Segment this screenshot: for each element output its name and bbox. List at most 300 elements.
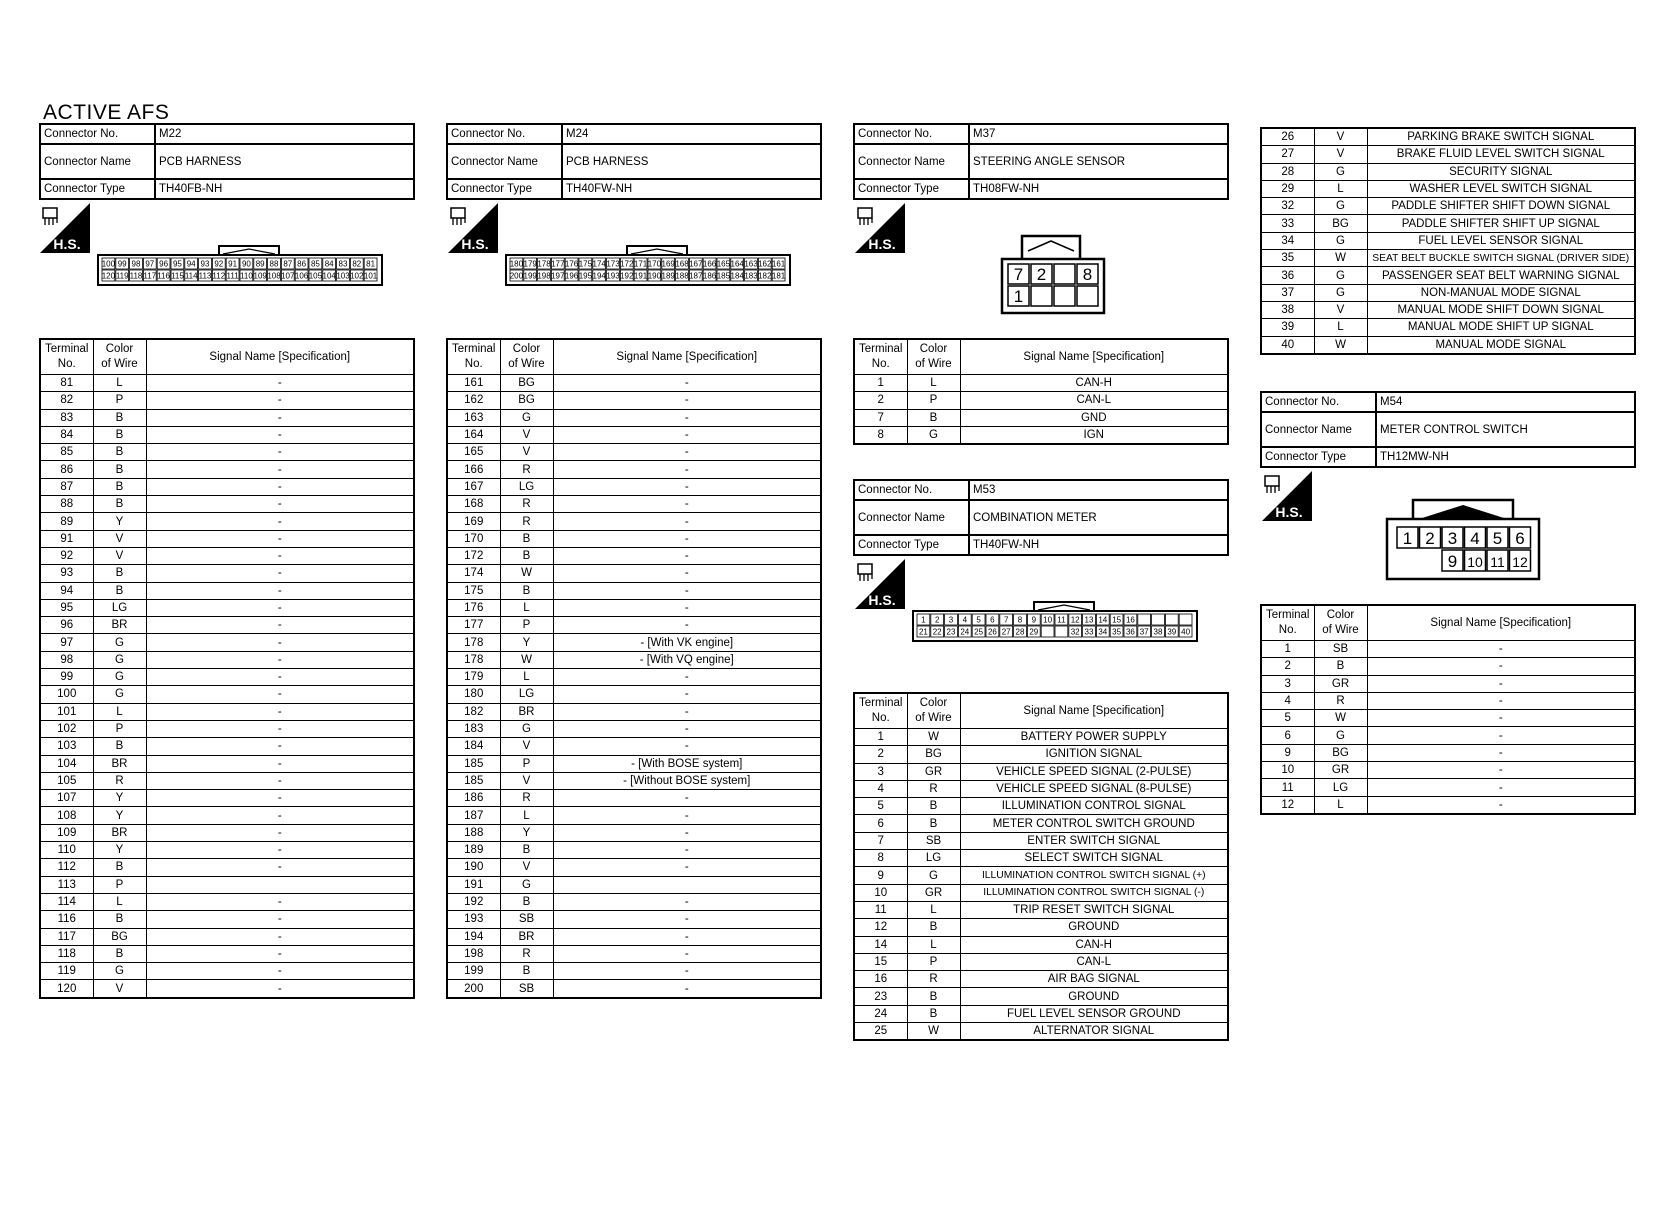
- wire-color-cell: W: [1314, 336, 1367, 354]
- pin-number: 170: [647, 259, 662, 269]
- pin-number: 13: [1084, 615, 1094, 625]
- table-row: [40, 703, 414, 720]
- pin-number: 8: [1017, 615, 1023, 625]
- pin-number: 190: [647, 271, 662, 281]
- signal-name-cell: -: [146, 807, 414, 824]
- wire-color-cell: LG: [500, 686, 553, 703]
- wire-color-cell: R: [500, 513, 553, 530]
- terminal-no-cell: 32: [1261, 198, 1314, 215]
- wire-color-cell: B: [500, 530, 553, 547]
- wire-color-cell: LG: [907, 850, 960, 867]
- table-row: [447, 720, 821, 737]
- pin-number: 95: [172, 259, 182, 269]
- terminal-no-cell: 108: [40, 807, 93, 824]
- wire-color-cell: GR: [1314, 762, 1367, 779]
- pin-number: 83: [338, 259, 348, 269]
- table-row: [447, 530, 821, 547]
- wire-color-cell: G: [93, 634, 146, 651]
- table-row: [40, 807, 414, 824]
- table-row: [40, 478, 414, 495]
- wire-color-cell: G: [907, 867, 960, 884]
- wire-color-cell: P: [500, 755, 553, 772]
- terminal-no-cell: 177: [447, 617, 500, 634]
- pin-number: 103: [336, 271, 350, 281]
- wire-color-cell: R: [500, 790, 553, 807]
- signal-name-cell: -: [553, 513, 821, 530]
- terminal-no-cell: 119: [40, 963, 93, 980]
- wire-color-cell: SB: [907, 832, 960, 849]
- signal-name-cell: - [With VK engine]: [553, 634, 821, 651]
- signal-name-cell: -: [146, 738, 414, 755]
- header-color-of-wire: Color of Wire: [907, 693, 960, 729]
- terminal-no-cell: 117: [40, 928, 93, 945]
- wire-color-cell: GR: [907, 884, 960, 901]
- terminal-no-cell: 97: [40, 634, 93, 651]
- wire-color-cell: B: [500, 893, 553, 910]
- terminal-no-cell: 96: [40, 617, 93, 634]
- wire-color-cell: BG: [500, 392, 553, 409]
- signal-name-cell: -: [146, 980, 414, 998]
- table-row: [40, 530, 414, 547]
- header-terminal-no: Terminal No.: [40, 339, 93, 375]
- signal-name-cell: -: [553, 686, 821, 703]
- table-row: [1261, 796, 1635, 814]
- pin-number: 4: [1470, 529, 1480, 548]
- wire-color-cell: B: [93, 409, 146, 426]
- wire-color-cell: W: [907, 729, 960, 746]
- terminal-no-cell: 185: [447, 772, 500, 789]
- table-row: [447, 876, 821, 893]
- terminal-no-cell: 24: [854, 1005, 907, 1022]
- signal-name-cell: -: [146, 755, 414, 772]
- table-row: [40, 893, 414, 910]
- wire-color-cell: G: [1314, 727, 1367, 744]
- table-row: [40, 547, 414, 564]
- signal-name-cell: - [Without BOSE system]: [553, 772, 821, 789]
- terminal-no-cell: 5: [1261, 710, 1314, 727]
- table-row: [854, 850, 1228, 867]
- table-row: [447, 703, 821, 720]
- table-row: [1261, 727, 1635, 744]
- terminal-no-cell: 11: [1261, 779, 1314, 796]
- connector-m54: [1260, 391, 1636, 468]
- table-row: [40, 392, 414, 409]
- wire-color-cell: LG: [1314, 779, 1367, 796]
- header-color-of-wire: Color of Wire: [93, 339, 146, 375]
- terminal-no-cell: 182: [447, 703, 500, 720]
- wire-color-cell: R: [1314, 692, 1367, 709]
- header-color-of-wire: Color of Wire: [907, 339, 960, 375]
- table-row: [1261, 146, 1635, 163]
- pin-number: 86: [297, 259, 307, 269]
- table-row: [447, 928, 821, 945]
- header-terminal-no: Terminal No.: [447, 339, 500, 375]
- terminal-no-cell: 39: [1261, 319, 1314, 336]
- pin-number: 105: [308, 271, 323, 281]
- pin-number: 171: [633, 259, 648, 269]
- hs-label: H.S.: [868, 236, 896, 252]
- connector-info-table: [853, 479, 1229, 556]
- wire-color-cell: G: [1314, 163, 1367, 180]
- header-terminal-no: Terminal No.: [1261, 605, 1314, 641]
- table-row: [447, 963, 821, 980]
- pin-number: 178: [537, 259, 551, 269]
- table-row: [447, 911, 821, 928]
- signal-name-cell: -: [553, 790, 821, 807]
- signal-name-cell: VEHICLE SPEED SIGNAL (8-PULSE): [960, 780, 1228, 797]
- signal-name-cell: -: [146, 426, 414, 443]
- terminal-no-cell: 23: [854, 988, 907, 1005]
- hs-label: H.S.: [461, 236, 489, 252]
- label-connector-no: Connector No.: [854, 480, 969, 500]
- signal-name-cell: NON-MANUAL MODE SIGNAL: [1367, 284, 1635, 301]
- table-row: [40, 375, 414, 392]
- terminal-no-cell: 105: [40, 772, 93, 789]
- table-row: [447, 634, 821, 651]
- pin-number: 7: [1013, 265, 1024, 284]
- terminal-no-cell: 166: [447, 461, 500, 478]
- hs-badge-graphic: [448, 203, 498, 253]
- pin-number: 9: [1031, 615, 1037, 625]
- terminal-no-cell: 190: [447, 859, 500, 876]
- wire-color-cell: B: [1314, 658, 1367, 675]
- table-row: [447, 496, 821, 513]
- signal-name-cell: -: [1367, 762, 1635, 779]
- connector-latch-arrow: [1028, 241, 1074, 251]
- pin-number: 98: [131, 259, 141, 269]
- table-row: [1261, 232, 1635, 249]
- wire-color-cell: L: [93, 893, 146, 910]
- pin-number: 101: [363, 271, 378, 281]
- pin-number: 40: [1181, 627, 1191, 637]
- wire-color-cell: B: [907, 988, 960, 1005]
- connector-no-value: M37: [969, 124, 1228, 144]
- table-row: [447, 599, 821, 616]
- terminal-no-cell: 165: [447, 444, 500, 461]
- table-row: [1261, 198, 1635, 215]
- pin-number: 163: [744, 259, 758, 269]
- signal-name-cell: CAN-H: [960, 936, 1228, 953]
- connector-m37: [853, 123, 1229, 200]
- connector-no-value: M22: [155, 124, 414, 144]
- signal-name-cell: MANUAL MODE SHIFT DOWN SIGNAL: [1367, 301, 1635, 318]
- terminal-no-cell: 12: [854, 919, 907, 936]
- signal-name-cell: ILLUMINATION CONTROL SIGNAL: [960, 798, 1228, 815]
- signal-name-cell: -: [1367, 796, 1635, 814]
- signal-name-cell: -: [146, 375, 414, 392]
- terminal-no-cell: 34: [1261, 232, 1314, 249]
- connector-m24: [446, 123, 822, 200]
- pin-number: 200: [509, 271, 524, 281]
- terminal-no-cell: 1: [1261, 641, 1314, 658]
- signal-name-cell: -: [1367, 658, 1635, 675]
- pin-number: 36: [1125, 627, 1135, 637]
- wire-color-cell: Y: [500, 824, 553, 841]
- wire-color-cell: L: [1314, 319, 1367, 336]
- table-row: [40, 496, 414, 513]
- signal-name-cell: ENTER SWITCH SIGNAL: [960, 832, 1228, 849]
- wire-color-cell: G: [500, 720, 553, 737]
- table-row: [1261, 180, 1635, 197]
- wire-color-cell: L: [500, 669, 553, 686]
- connector-face-graphic: [1000, 233, 1106, 315]
- table-row: [854, 815, 1228, 832]
- wire-color-cell: BR: [93, 617, 146, 634]
- signal-name-cell: - [With BOSE system]: [553, 755, 821, 772]
- hs-hand-icon: [43, 208, 57, 218]
- pin-number: 114: [184, 271, 198, 281]
- pin-number: 14: [1098, 615, 1108, 625]
- wire-color-cell: V: [500, 772, 553, 789]
- signal-name-cell: -: [553, 392, 821, 409]
- pin-number: 12: [1512, 554, 1528, 570]
- pin-number: 10: [1043, 615, 1053, 625]
- signal-name-cell: BRAKE FLUID LEVEL SWITCH SIGNAL: [1367, 146, 1635, 163]
- terminal-no-cell: 81: [40, 375, 93, 392]
- pin-number: 186: [702, 271, 717, 281]
- table-header: [1261, 605, 1635, 641]
- terminal-no-cell: 8: [854, 426, 907, 444]
- table-row: [854, 392, 1228, 409]
- pin-number: 169: [661, 259, 675, 269]
- connector-pin: [1152, 614, 1165, 625]
- table-row: [1261, 675, 1635, 692]
- signal-name-cell: -: [146, 720, 414, 737]
- signal-name-cell: PADDLE SHIFTER SHIFT DOWN SIGNAL: [1367, 198, 1635, 215]
- terminal-no-cell: 118: [40, 945, 93, 962]
- signal-name-cell: -: [553, 426, 821, 443]
- terminal-no-cell: 99: [40, 669, 93, 686]
- header-color-of-wire: Color of Wire: [500, 339, 553, 375]
- table-row: [447, 755, 821, 772]
- terminal-no-cell: 163: [447, 409, 500, 426]
- terminal-no-cell: 120: [40, 980, 93, 998]
- pin-number: 92: [214, 259, 224, 269]
- wire-color-cell: GR: [1314, 675, 1367, 692]
- table-row: [447, 842, 821, 859]
- signal-name-cell: -: [553, 530, 821, 547]
- terminal-no-cell: 109: [40, 824, 93, 841]
- wire-color-cell: B: [907, 1005, 960, 1022]
- header-signal-name: Signal Name [Specification]: [146, 339, 414, 375]
- signal-name-cell: GND: [960, 409, 1228, 426]
- signal-name-cell: -: [146, 530, 414, 547]
- signal-name-cell: -: [553, 824, 821, 841]
- hs-fingers-icon: [45, 218, 57, 225]
- hs-badge-graphic: [1262, 471, 1312, 521]
- signal-name-cell: -: [146, 565, 414, 582]
- wire-color-cell: L: [907, 901, 960, 918]
- signal-name-cell: MANUAL MODE SHIFT UP SIGNAL: [1367, 319, 1635, 336]
- connector-latch-arrow: [1419, 505, 1507, 519]
- terminal-no-cell: 7: [854, 409, 907, 426]
- wire-color-cell: B: [500, 582, 553, 599]
- terminal-no-cell: 191: [447, 876, 500, 893]
- table-row: [854, 729, 1228, 746]
- page-title: ACTIVE AFS: [43, 101, 170, 124]
- terminal-no-cell: 1: [854, 375, 907, 392]
- pin-number: 90: [241, 259, 251, 269]
- pin-number: 24: [960, 627, 970, 637]
- connector-m53: [853, 479, 1229, 556]
- wire-color-cell: P: [500, 617, 553, 634]
- signal-name-cell: -: [146, 478, 414, 495]
- signal-name-cell: -: [1367, 710, 1635, 727]
- terminal-no-cell: 6: [1261, 727, 1314, 744]
- hs-label: H.S.: [53, 236, 81, 252]
- table-row: [854, 832, 1228, 849]
- terminal-no-cell: 9: [854, 867, 907, 884]
- hs-fingers-icon: [860, 218, 872, 225]
- wire-color-cell: BR: [500, 928, 553, 945]
- terminal-no-cell: 164: [447, 426, 500, 443]
- terminal-no-cell: 40: [1261, 336, 1314, 354]
- pin-number: 9: [1447, 552, 1458, 571]
- table-row: [40, 963, 414, 980]
- table-row: [40, 669, 414, 686]
- terminal-no-cell: 199: [447, 963, 500, 980]
- terminal-no-cell: 2: [854, 392, 907, 409]
- table-row: [40, 634, 414, 651]
- pin-number: 89: [255, 259, 265, 269]
- table-row: [447, 547, 821, 564]
- table-row: [447, 461, 821, 478]
- terminal-no-cell: 104: [40, 755, 93, 772]
- signal-name-cell: CAN-L: [960, 392, 1228, 409]
- terminal-no-cell: 114: [40, 893, 93, 910]
- label-connector-name: Connector Name: [447, 144, 562, 179]
- pin-number: 194: [592, 271, 606, 281]
- pin-number: 25: [974, 627, 984, 637]
- terminal-table-m22-wrap: [39, 338, 415, 999]
- terminal-no-cell: 174: [447, 565, 500, 582]
- pin-number: 22: [932, 627, 942, 637]
- pin-number: 37: [1139, 627, 1149, 637]
- connector-type-value: TH40FW-NH: [969, 535, 1228, 555]
- wire-color-cell: G: [500, 409, 553, 426]
- pin-number: 112: [212, 271, 226, 281]
- terminal-no-cell: 89: [40, 513, 93, 530]
- terminal-no-cell: 12: [1261, 796, 1314, 814]
- signal-name-cell: -: [553, 565, 821, 582]
- connector-latch: [219, 246, 279, 255]
- connector-face-m54: [1385, 497, 1541, 586]
- table-row: [854, 409, 1228, 426]
- pin-number: 109: [253, 271, 267, 281]
- table-row: [1261, 284, 1635, 301]
- signal-name-cell: -: [146, 547, 414, 564]
- wire-color-cell: B: [907, 815, 960, 832]
- terminal-no-cell: 178: [447, 651, 500, 668]
- signal-name-cell: AIR BAG SIGNAL: [960, 971, 1228, 988]
- table-row: [447, 790, 821, 807]
- pin-number: 108: [267, 271, 281, 281]
- terminal-no-cell: 200: [447, 980, 500, 998]
- wire-color-cell: B: [93, 496, 146, 513]
- table-row: [447, 392, 821, 409]
- table-row: [447, 651, 821, 668]
- connector-pin: [1179, 614, 1192, 625]
- pin-number: 193: [606, 271, 620, 281]
- label-connector-type: Connector Type: [854, 179, 969, 199]
- wire-color-cell: W: [500, 565, 553, 582]
- signal-name-cell: -: [146, 651, 414, 668]
- pin-number: 102: [350, 271, 364, 281]
- table-row: [40, 928, 414, 945]
- table-row: [40, 945, 414, 962]
- wire-color-cell: R: [907, 971, 960, 988]
- connector-pin: [1138, 614, 1151, 625]
- table-row: [1261, 128, 1635, 146]
- connector-name-value: METER CONTROL SWITCH: [1376, 412, 1635, 447]
- label-connector-type: Connector Type: [854, 535, 969, 555]
- header-signal-name: Signal Name [Specification]: [960, 693, 1228, 729]
- hs-badge-graphic: [855, 559, 905, 609]
- signal-name-cell: -: [553, 478, 821, 495]
- pin-number: 191: [633, 271, 648, 281]
- table-row: [854, 1023, 1228, 1041]
- connector-pin: [1165, 614, 1178, 625]
- header-signal-name: Signal Name [Specification]: [1367, 605, 1635, 641]
- table-row: [1261, 319, 1635, 336]
- terminal-no-cell: 102: [40, 720, 93, 737]
- signal-name-cell: METER CONTROL SWITCH GROUND: [960, 815, 1228, 832]
- signal-name-cell: FUEL LEVEL SENSOR SIGNAL: [1367, 232, 1635, 249]
- wire-color-cell: R: [500, 945, 553, 962]
- terminal-no-cell: 26: [1261, 128, 1314, 146]
- table-row: [854, 763, 1228, 780]
- pin-number: 16: [1125, 615, 1135, 625]
- pin-number: 91: [228, 259, 238, 269]
- wire-color-cell: Y: [93, 842, 146, 859]
- signal-name-cell: -: [553, 893, 821, 910]
- signal-name-cell: -: [146, 582, 414, 599]
- terminal-no-cell: 170: [447, 530, 500, 547]
- terminal-no-cell: 2: [854, 746, 907, 763]
- table-row: [447, 617, 821, 634]
- wire-color-cell: R: [500, 461, 553, 478]
- wire-color-cell: G: [907, 426, 960, 444]
- pin-number: 5: [976, 615, 981, 625]
- label-connector-no: Connector No.: [40, 124, 155, 144]
- terminal-no-cell: 87: [40, 478, 93, 495]
- pin-number: 119: [115, 271, 129, 281]
- table-row: [447, 444, 821, 461]
- terminal-no-cell: 162: [447, 392, 500, 409]
- wire-color-cell: BG: [907, 746, 960, 763]
- header-color-of-wire: Color of Wire: [1314, 605, 1367, 641]
- wire-color-cell: BG: [1314, 215, 1367, 232]
- table-row: [854, 988, 1228, 1005]
- signal-name-cell: SELECT SWITCH SIGNAL: [960, 850, 1228, 867]
- connector-pin: [1055, 626, 1068, 637]
- pin-number: 168: [675, 259, 689, 269]
- pin-number: 107: [281, 271, 295, 281]
- wire-color-cell: B: [907, 798, 960, 815]
- terminal-no-cell: 187: [447, 807, 500, 824]
- signal-name-cell: -: [146, 686, 414, 703]
- terminal-no-cell: 10: [854, 884, 907, 901]
- pin-number: 96: [159, 259, 169, 269]
- pin-number: 7: [1003, 615, 1009, 625]
- pin-number: 197: [551, 271, 565, 281]
- table-header: [40, 339, 414, 375]
- signal-name-cell: -: [146, 496, 414, 513]
- harness-side-icon: [40, 203, 90, 253]
- table-row: [40, 599, 414, 616]
- terminal-no-cell: 83: [40, 409, 93, 426]
- pin-number: 106: [294, 271, 309, 281]
